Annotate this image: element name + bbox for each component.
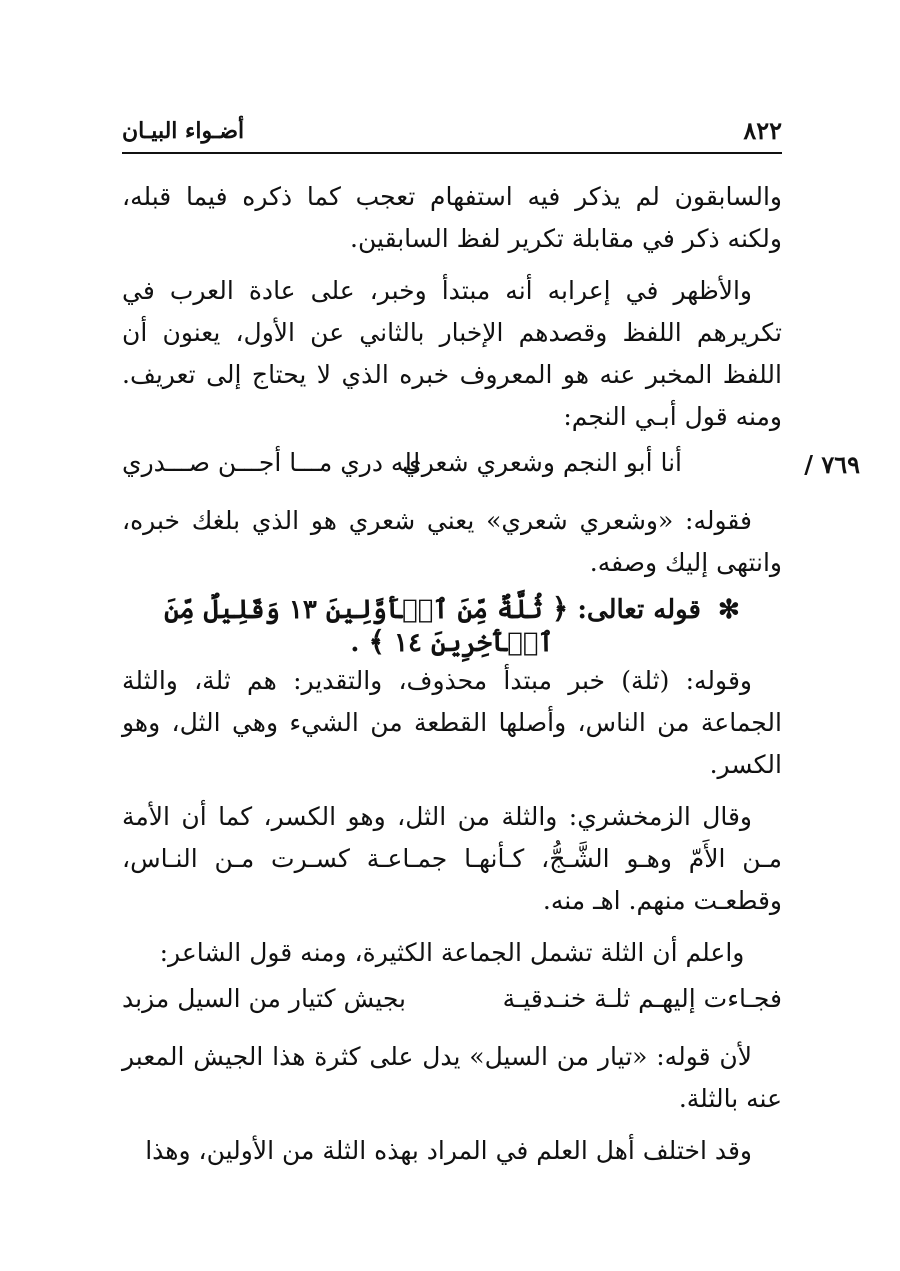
heading-label: قوله تعالى: xyxy=(577,595,701,625)
heading-period: . xyxy=(350,628,360,658)
verse-first-hemistich: فجـاءت إليهـم ثلـة خنـدقيـة xyxy=(502,984,782,1013)
paragraph-3 xyxy=(122,500,782,584)
verse-second-hemistich: بجيش كتيار من السيل مزبد xyxy=(122,984,407,1013)
paragraph-text: وقوله: (ثلة) خبر مبتدأ محذوف، والتقدير: هم ثلة، والثلة الجماعة من الناس، وأصلها القطعة من الشيء وهي الثل، وهو الكسر. xyxy=(122,666,782,779)
ornate-bracket-open: ﴿ xyxy=(551,592,569,625)
running-header xyxy=(122,116,782,154)
paragraph-8 xyxy=(122,1130,782,1172)
quran-verse-text: ثُلَّةٌ مِّنَ ٱلۡأَوَّلِينَ ١٣ وَقَلِيلٌ مِّنَ ٱلۡأٓخِرِينَ ١٤ xyxy=(164,595,554,658)
paragraph-text: فقوله: «وشعري شعري» يعني شعري هو الذي بلغك خبره، وانتهى إليك وصفه. xyxy=(122,506,782,577)
paragraph-text: وقد اختلف أهل العلم في المراد بهذه الثلة من الأولين، وهذا xyxy=(145,1136,752,1165)
paragraph-4 xyxy=(122,660,782,786)
paragraph-text: وقال الزمخشري: والثلة من الثل، وهو الكسر، كما أن الأمة مـن الأَمّ وهـو الشَّـجُّ، كـأنهـا جمـاعـة كسـرت مـن النـاس، وقطعـت منهم. اهـ منه. xyxy=(122,802,782,915)
paragraph-5 xyxy=(122,796,782,922)
ornate-bracket-close: ﴾ xyxy=(368,625,385,658)
paragraph-text: والأظهر في إعرابه أنه مبتدأ وخبر، على عادة العرب في تكريرهم اللفظ وقصدهم الإخبار بالثاني عن الأول، يعنون أن اللفظ المخبر عنه هو المعروف خبره الذي لا يحتاج إلى تعريف. ومنه قول أبـي النجم: xyxy=(122,276,782,431)
paragraph-6 xyxy=(122,932,782,974)
paragraph-7 xyxy=(122,1036,782,1120)
star-icon: ✻ xyxy=(718,595,740,625)
quran-verse-heading xyxy=(122,592,782,658)
paragraph-text: والسابقون لم يذكر فيه استفهام تعجب كما ذكره فيما قبله، ولكنه ذكر في مقابلة تكرير لفظ السابقين. xyxy=(122,182,782,253)
verse-second-hemistich: لله دري مـــا أجـــن صـــدري xyxy=(122,448,421,477)
paragraph-2 xyxy=(122,270,782,438)
paragraph-text: واعلم أن الثلة تشمل الجماعة الكثيرة، ومنه قول الشاعر: xyxy=(159,938,745,967)
paragraph-1 xyxy=(122,176,782,260)
paragraph-text: لأن قوله: «تيار من السيل» يدل على كثرة هذا الجيش المعبر عنه بالثلة. xyxy=(122,1042,782,1113)
verse-number: ٧٦٩ / xyxy=(804,450,860,479)
poetry-verse-1 xyxy=(122,448,682,490)
verse-first-hemistich: أنا أبو النجم وشعري شعري xyxy=(402,448,682,477)
page-number: ٨٢٢ xyxy=(743,116,782,145)
book-title: أضـواء البيـان xyxy=(122,118,245,144)
poetry-verse-2 xyxy=(122,984,782,1026)
